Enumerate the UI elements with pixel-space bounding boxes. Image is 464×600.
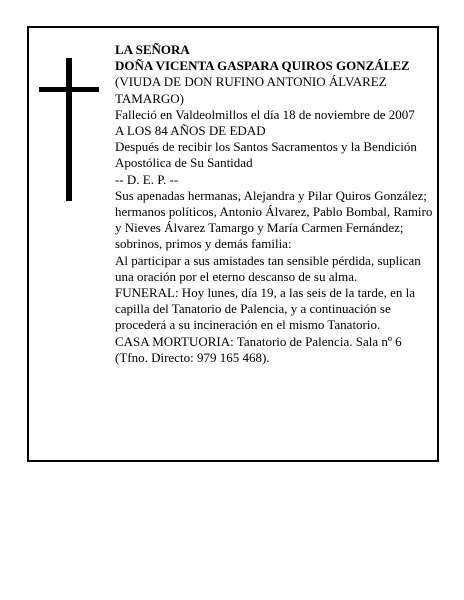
funeral-paragraph: FUNERAL: Hoy lunes, día 19, a las seis de la tarde, en la capilla del Tanatorio de Palencia, y a continuación se procederá a su incineración en el mismo Tanatorio. [115,285,416,333]
request-paragraph: Al participar a sus amistades tan sensible pérdida, suplican una oración por el eterno descanso de su alma. [115,252,421,284]
notice-title: LA SEÑORA [115,42,190,57]
rip-line: -- D. E. P. -- [115,171,179,187]
notice-text [115,42,435,366]
cross-vertical-bar [66,58,72,201]
age-line: A LOS 84 AÑOS DE EDAD [115,123,266,139]
deceased-name: DOÑA VICENTA GASPARA QUIROS GONZÁLEZ [115,58,410,74]
mortuary-paragraph: CASA MORTUORIA: Tanatorio de Palencia. Sala nº 6 (Tfno. Directo: 979 165 468). [115,333,402,365]
family-paragraph: Sus apenadas hermanas, Alejandra y Pilar Quiros González; hermanos políticos, Antonio Álvarez, Pablo Bombal, Ramiro y Nieves Álvarez Tamargo y María Carmen Fernández; sobrinos, primos y demás familia: [115,187,433,252]
cross-icon [39,58,99,201]
obituary-notice [27,26,439,462]
death-line: Falleció en Valdeolmillos el día 18 de noviembre de 2007 [115,106,415,122]
sacraments-line: Después de recibir los Santos Sacramentos y la Bendición Apostólica de Su Santidad [115,139,417,171]
widow-line: (VIUDA DE DON RUFINO ANTONIO ÁLVAREZ TAMARGO) [115,74,387,106]
cross-horizontal-bar [39,87,99,92]
